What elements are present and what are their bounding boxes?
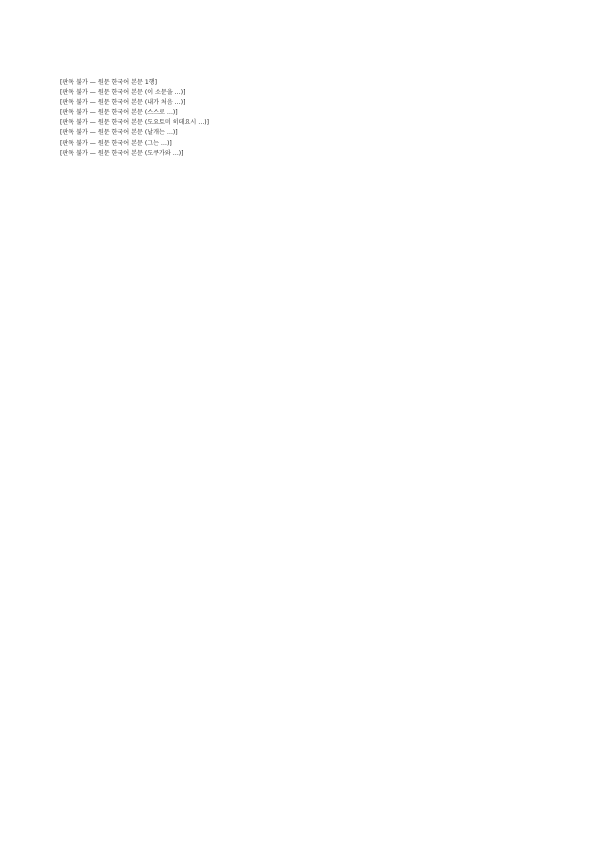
paragraph: [판독 불가 — 원문 한국어 본문 (도쿠가와 …)] (60, 149, 184, 157)
paragraph: [판독 불가 — 원문 한국어 본문 (날개는 …)] (60, 129, 178, 137)
paragraph: [판독 불가 — 원문 한국어 본문 1행] (60, 79, 157, 86)
body-text (60, 78, 536, 778)
paragraph: [판독 불가 — 원문 한국어 본문 (내가 처음 …)] (60, 99, 186, 107)
paragraph: [판독 불가 — 원문 한국어 본문 (스스로 …)] (60, 109, 178, 117)
paragraph: [판독 불가 — 원문 한국어 본문 (그는 …)] (60, 139, 172, 147)
paragraph: [판독 불가 — 원문 한국어 본문 (이 소문을 …)] (60, 89, 186, 97)
paragraph: [판독 불가 — 원문 한국어 본문 (도요토미 히데요시 …)] (60, 119, 210, 127)
